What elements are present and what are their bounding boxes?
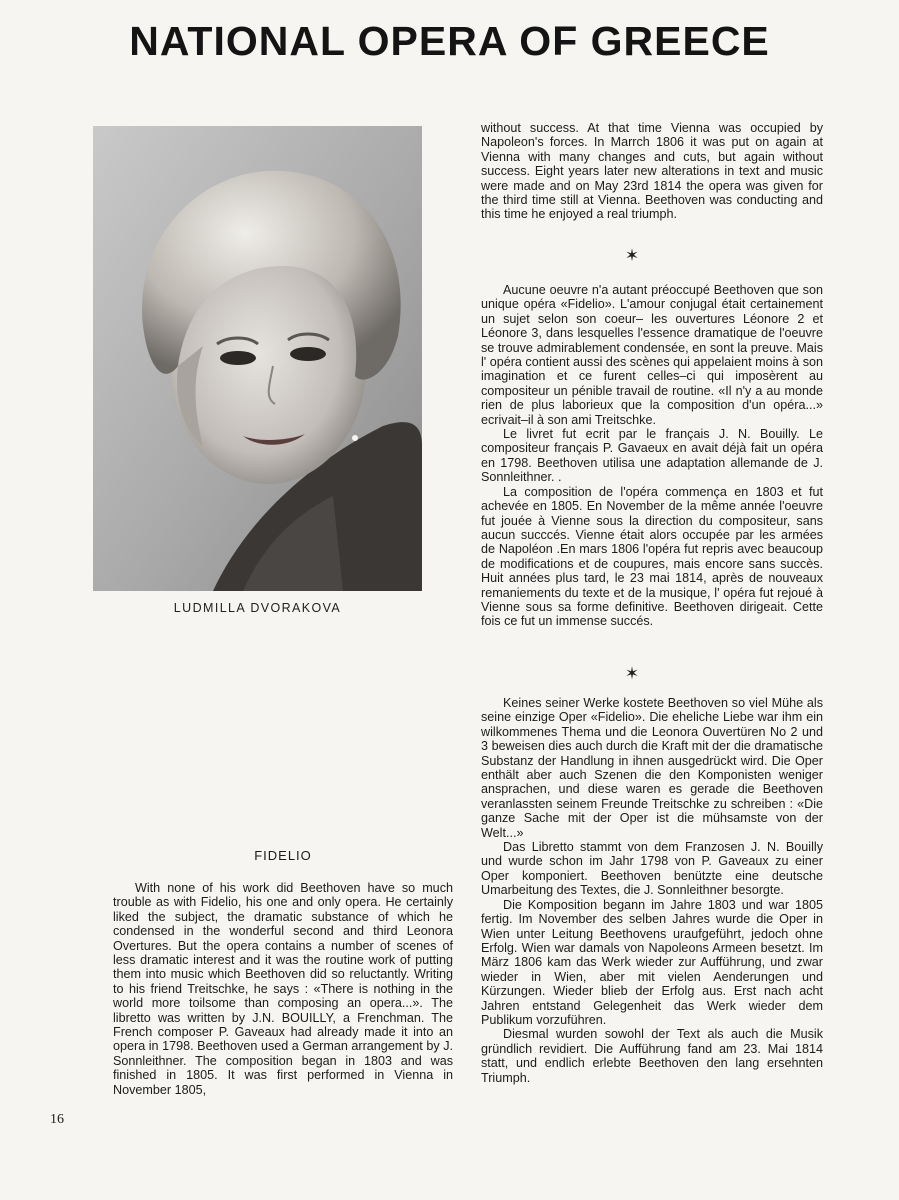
- page-title: NATIONAL OPERA OF GREECE: [129, 18, 770, 64]
- french-paragraph: Le livret fut ecrit par le français J. N. Bouilly. Le compositeur français P. Gavaeux en avait déjà fait un opéra en 1798. Beethoven utilisa une adaptation allemande de J. Sonnleithner. .: [481, 427, 823, 485]
- french-text: [481, 283, 823, 629]
- article-heading: FIDELIO: [254, 848, 312, 863]
- english-continuation: [481, 121, 823, 222]
- star-separator: ✶: [624, 246, 640, 265]
- german-paragraph: Diesmal wurden sowohl der Text als auch die Musik gründlich revidiert. Die Aufführung fand am 23. Mai 1814 statt, und endlich erlebte Beethoven den lang ersehnten Triumph.: [481, 1027, 823, 1085]
- portrait-photo: [93, 126, 422, 591]
- german-text: [481, 696, 823, 1085]
- portrait-image: [93, 126, 422, 591]
- french-paragraph: Aucune oeuvre n'a autant préoccupé Beethoven que son unique opéra «Fidelio». L'amour conjugal était certainement un sujet selon son coeur– les ouvertures Léonore 2 et Léonore 3, dans lesquelles l'essence dramatique de l'oeuvre se trouve admirablement condensée, en sont la preuve. Mais l' opéra contient aussi des scènes qui appelaient moins à son imagination et ce furent celles–ci qui imposèrent au compositeur un pénible travail de routine. «Il n'y a au monde rien de plus laborieux que la composition d'un opéra...» ecrivait–il à son ami Treitschke.: [481, 283, 823, 427]
- page-number: 16: [50, 1112, 64, 1127]
- german-paragraph: Die Komposition begann im Jahre 1803 und war 1805 fertig. Im November des selben Jahres wurde die Oper in Wien unter Leitung Beethovens uraufgeführt, jedoch ohne Erfolg. Wien war damals von Napoleons Armeen besetzt. Im März 1806 kam das Werk wieder zur Aufführung, und zwar wieder in Wien, aber mit vielen Aenderungen und Kürzungen. Wieder blieb der Erfolg aus. Erst nach acht Jahren entstand Gelegenheit das Werk wieder dem Publikum vorzuführen.: [481, 897, 823, 1027]
- photo-caption: LUDMILLA DVORAKOVA: [173, 601, 342, 615]
- english-paragraph: With none of his work did Beethoven have so much trouble as with Fidelio, his one and only opera. He certainly liked the subject, the dramatic substance of which he condensed in the wonderful second and third Leonora Overtures. But the opera contains a number of scenes of less dramatic interest and it was the routine work of putting them into music which Beethoven did so reluctantly. Writing to his friend Treitschke, he says : «There is nothing in the world more toilsome than composing an opera...». The libretto was written by J.N. BOUILLY, a Frenchman. The French composer P. Gaveaux had already made it into an opera in 1798. Beethoven used a German arrangement by J. Sonnleithner. The composition began in 1803 and was finished in 1805. It was first performed in Vienna in November 1805,: [113, 881, 453, 1097]
- french-paragraph: La composition de l'opéra commença en 1803 et fut achevée en 1805. En November de la même année l'oeuvre fut jouée à Vienne sous la direction du compositeur, sans aucun succcés. Vienne était alors occupée par les armées de Napoléon .En mars 1806 l'opéra fut repris avec beaucoup de modifications et de coupures, mais encore sans succès. Huit années plus tard, le 23 mai 1814, après de nouveaux remaniements du texte et de la musique, l' opéra fut rejoué à Vienne sous sa forme definitive. Beethoven dirigeait. Cette fois ce fut un immense succés.: [481, 484, 823, 629]
- german-paragraph: Keines seiner Werke kostete Beethoven so viel Mühe als seine einzige Oper «Fidelio». Die eheliche Liebe war ihm ein wilkommenes Thema und die Leonora Ouvertüren No 2 und 3 beweisen dies auch durch die Kraft mit der die dramatische Substanz der Handlung in ihnen ausgedrückt wird. Die Oper enthält aber auch Szenen die den Komponisten weniger ansprachen, und diese waren es gerade die Beethoven veranlassten seinem Freunde Treitschke zu schreiben : «Die ganze Sache mit der Oper ist die mühsamste von der Welt...»: [481, 696, 823, 840]
- english-text: [113, 881, 453, 1097]
- star-separator: ✶: [624, 664, 640, 683]
- english-continuation-paragraph: without success. At that time Vienna was occupied by Napoleon's forces. In Marrch 1806 it was put on again at Vienna with many changes and cuts, but again without success. Eight years later new alterations in text and music were made and on May 23rd 1814 the opera was given for the third time still at Vienna. Beethoven was conducting and this time he enjoyed a real triumph.: [481, 121, 823, 222]
- german-paragraph: Das Libretto stammt von dem Franzosen J. N. Bouilly und wurde schon im Jahr 1798 von P. Gaveaux zu einer Oper komponiert. Beethoven benützte eine deutsche Umarbeitung des Textes, die J. Sonnleithner besorgte.: [481, 840, 823, 898]
